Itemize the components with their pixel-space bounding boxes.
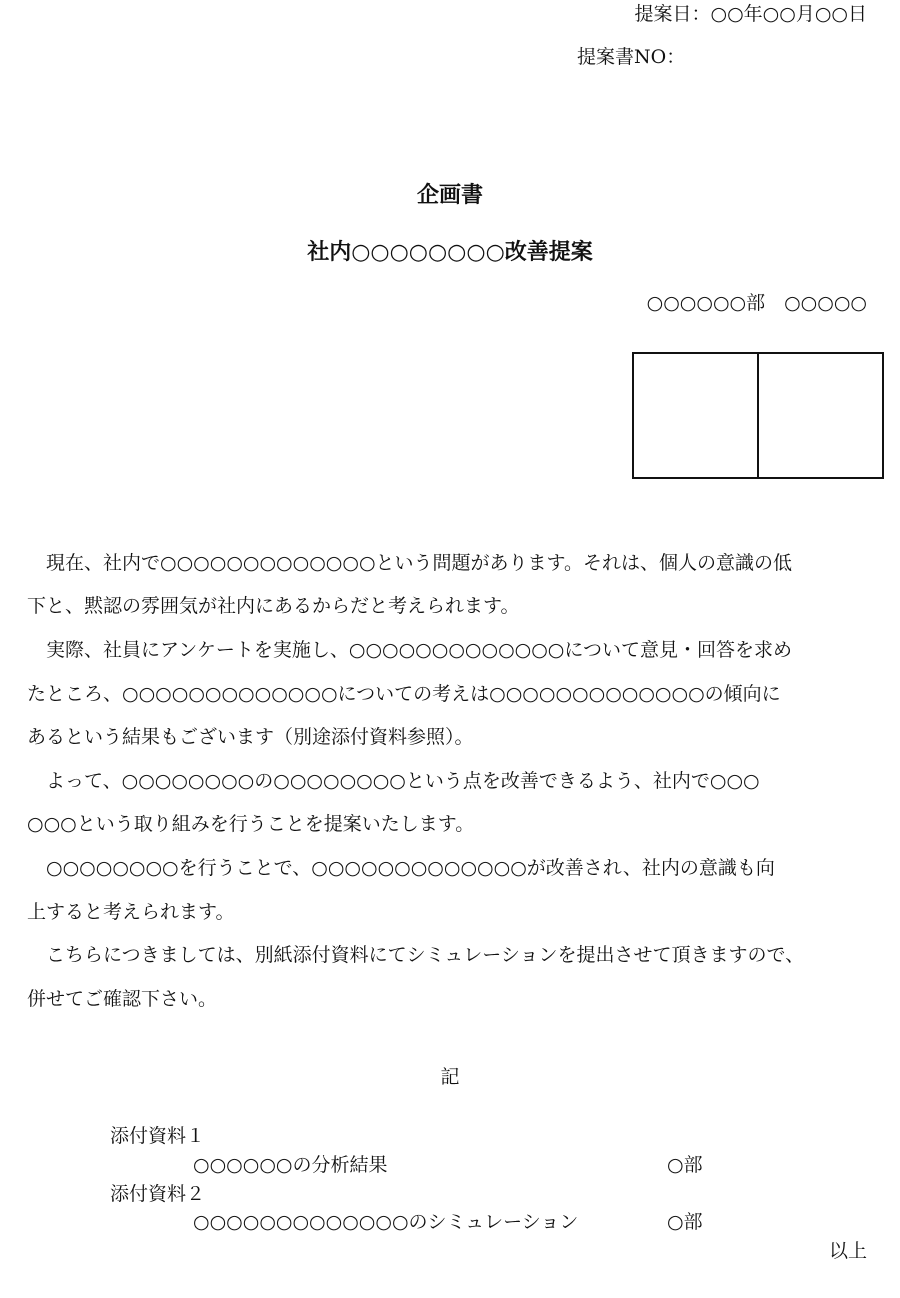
approval-stamp-box: [632, 352, 884, 479]
body-line: 下と、黙認の雰囲気が社内にあるからだと考えられます。: [27, 595, 520, 617]
body-line: 併せてご確認下さい。: [27, 988, 218, 1010]
body-line: こちらにつきましては、別紙添付資料にてシミュレーションを提出させて頂きますので、: [27, 944, 805, 966]
closing-mark: 以上: [828, 1240, 867, 1262]
proposal-number: 提案書NO：: [577, 46, 686, 68]
document-subtitle: 社内○○○○○○○○改善提案: [307, 239, 593, 265]
body-line: あるという結果もございます（別途添付資料参照）。: [27, 726, 474, 748]
stamp-cell-1: [634, 354, 757, 477]
body-line: よって、○○○○○○○○の○○○○○○○○という点を改善できるよう、社内で○○○: [27, 770, 760, 792]
attachment-label: 添付資料２: [110, 1183, 206, 1205]
ki-heading: 記: [440, 1066, 460, 1088]
attachment-count: ○部: [667, 1154, 703, 1176]
body-line: ○○○○○○○○を行うことで、○○○○○○○○○○○○○が改善され、社内の意識も向: [27, 857, 775, 879]
author-department: ○○○○○○部 ○○○○○: [646, 292, 867, 314]
body-line: 現在、社内で○○○○○○○○○○○○○という問題があります。それは、個人の意識の低: [27, 552, 793, 574]
body-line: たところ、○○○○○○○○○○○○○についての考えは○○○○○○○○○○○○○の傾向に: [27, 683, 781, 705]
proposal-date: 提案日：○○年○○月○○日: [634, 3, 867, 25]
stamp-cell-2: [757, 354, 882, 477]
attachment-item: ○○○○○○○○○○○○○のシミュレーション: [193, 1211, 579, 1233]
body-line: 実際、社員にアンケートを実施し、○○○○○○○○○○○○○について意見・回答を求め: [27, 639, 793, 661]
body-line: 上すると考えられます。: [27, 901, 235, 923]
document-title: 企画書: [416, 182, 483, 208]
body-line: ○○○という取り組みを行うことを提案いたします。: [27, 813, 475, 835]
attachment-item: ○○○○○○の分析結果: [193, 1154, 388, 1176]
attachment-label: 添付資料１: [110, 1125, 206, 1147]
attachment-count: ○部: [667, 1211, 703, 1233]
